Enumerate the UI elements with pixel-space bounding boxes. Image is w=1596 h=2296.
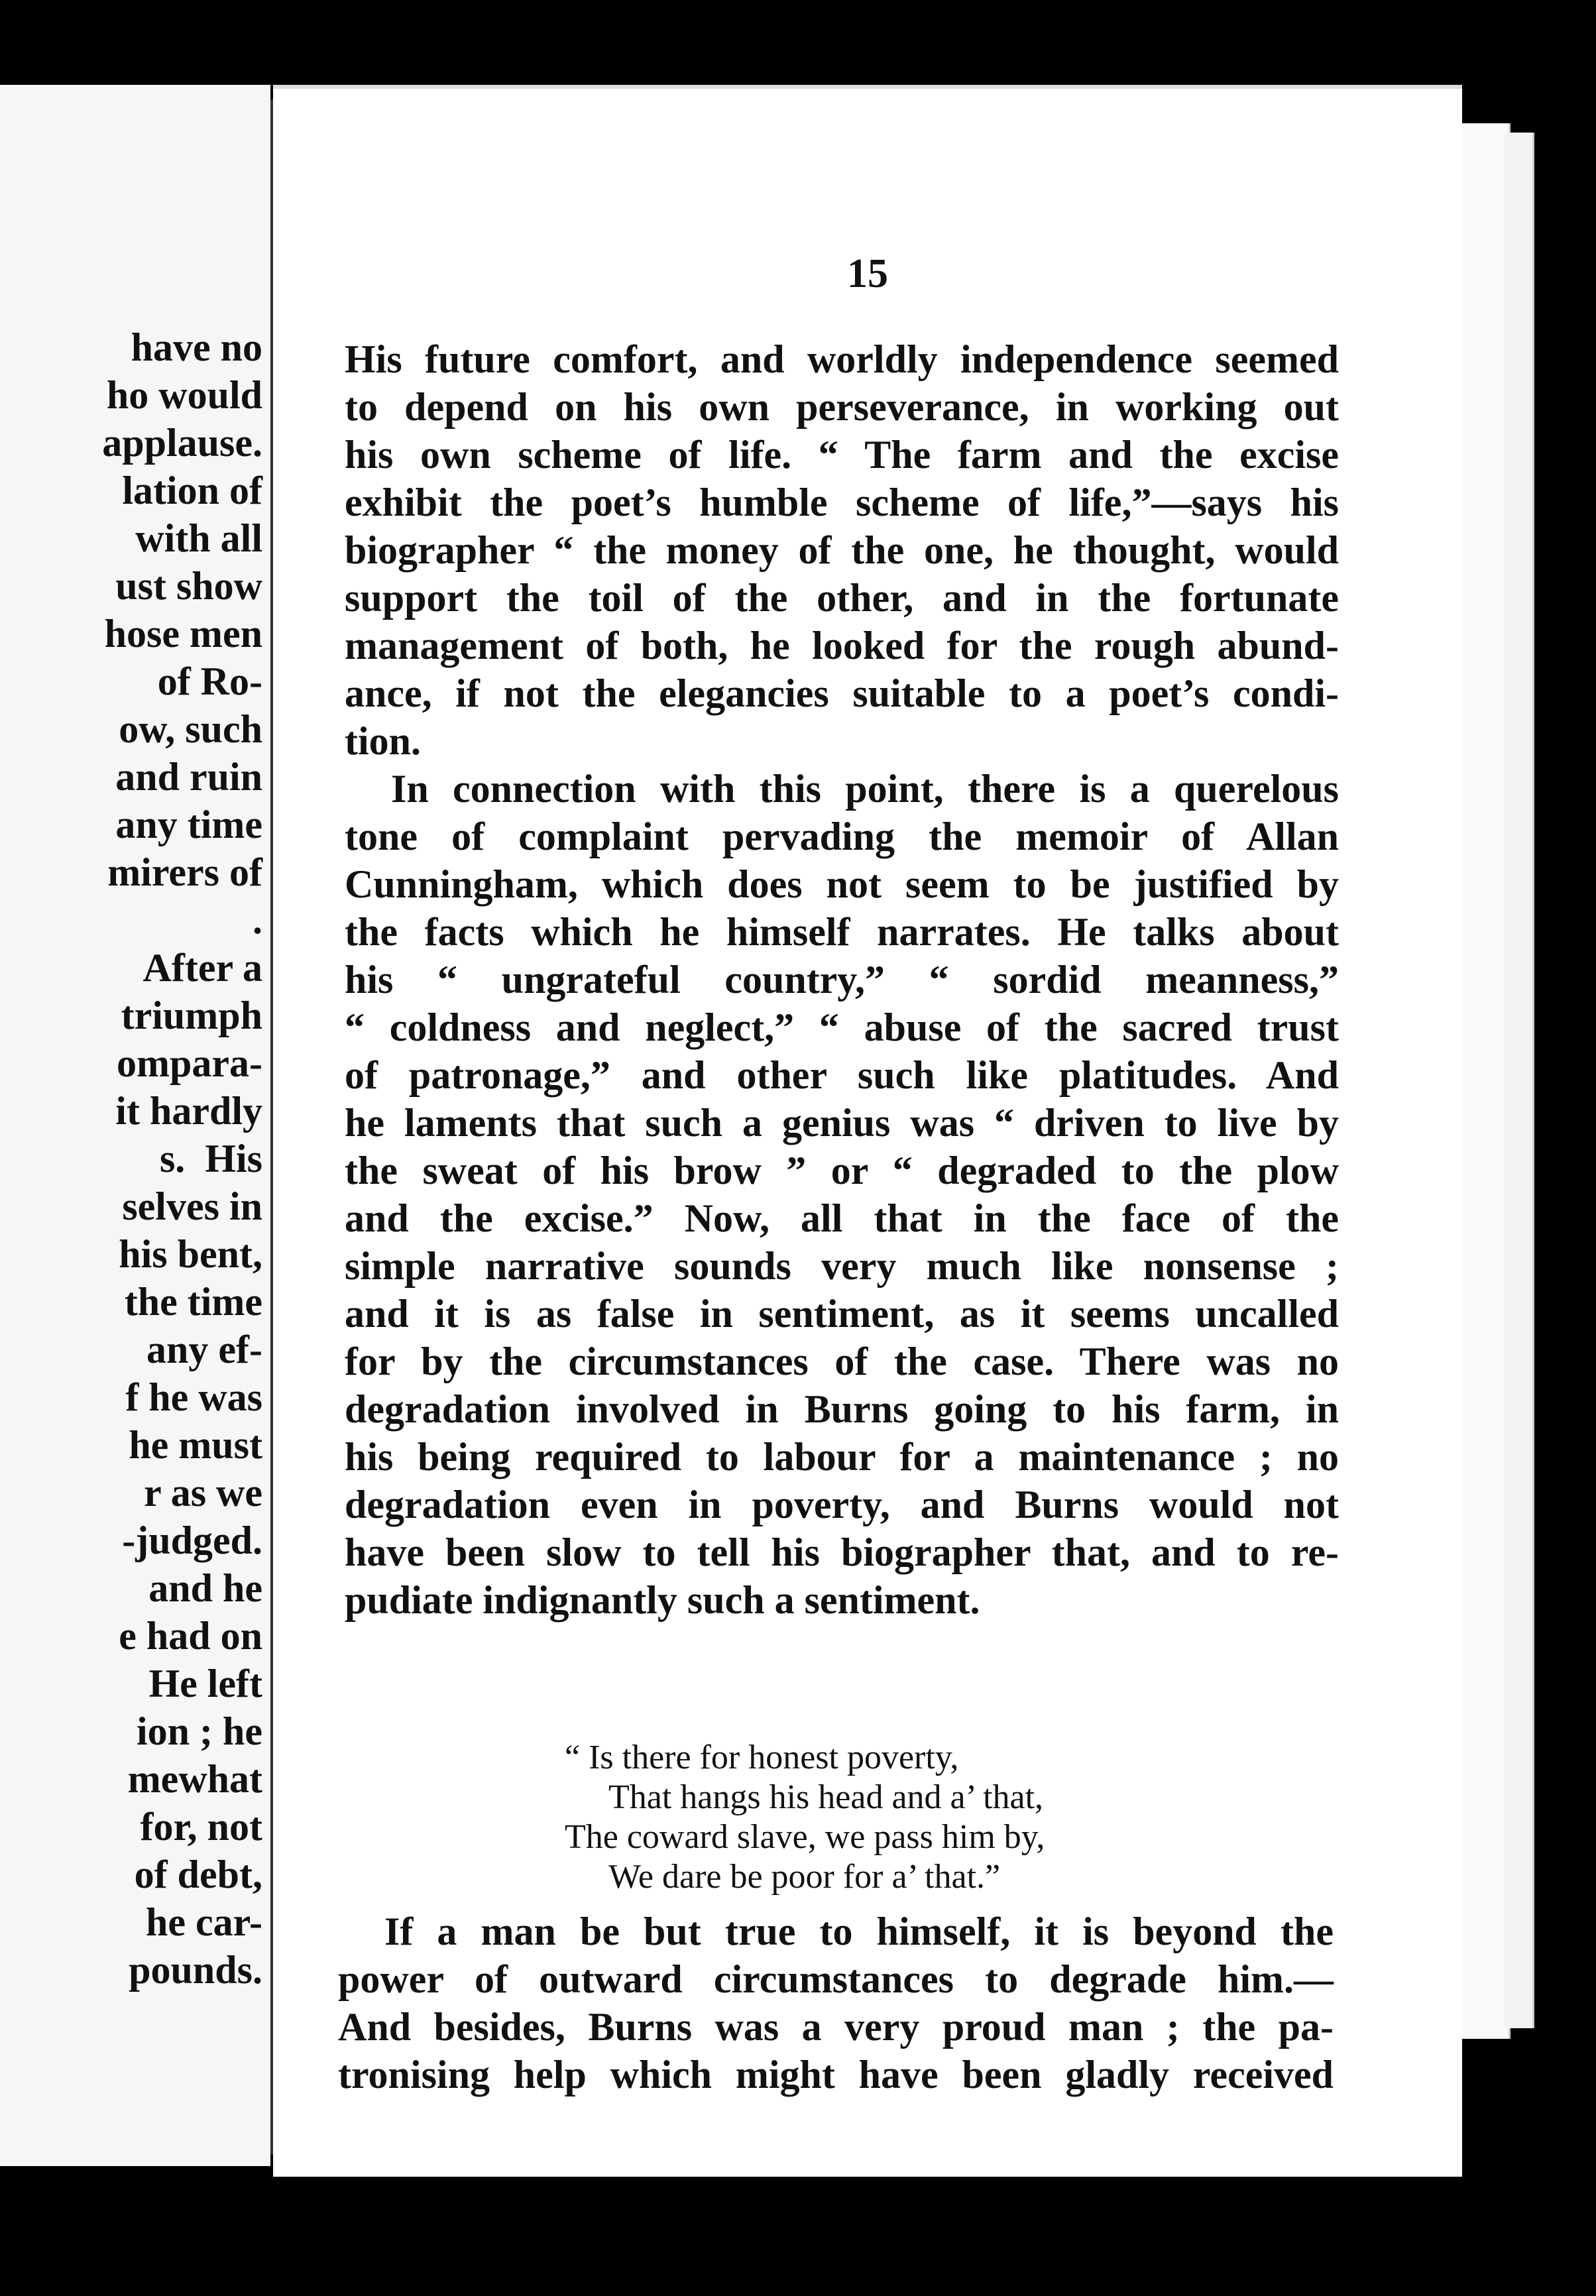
body-text [345,335,1339,1624]
left-page-line: f he was [125,1375,262,1419]
text-line: and the excise.” Now, all that in the face of the [345,1196,1339,1240]
left-page-line: After a [142,946,262,990]
left-page-line: s. His [159,1137,262,1180]
text-line: Cunningham, which does not seem to be justified by [345,862,1339,906]
text-line: support the toil of the other, and in the fortunate [345,576,1339,620]
left-page-line: applause. [102,421,262,465]
text-line: degradation involved in Burns going to his farm, in [345,1387,1339,1431]
left-page-line: He left [148,1662,262,1705]
left-page-text [102,323,262,1994]
left-page-line: for, not [140,1805,262,1849]
text-line: his “ ungrateful country,” “ sordid meanness,” [345,958,1339,1002]
left-page-line: of Ro- [157,660,262,703]
text-line: If a man be but true to himself, it is beyond the [384,1910,1334,1953]
book-page [273,85,1462,2177]
text-line: tion. [345,719,422,763]
verse-line: The coward slave, we pass him by, [565,1818,1045,1856]
page-number: 15 [847,251,888,296]
text-line: the sweat of his brow ” or “ degraded to the plow [345,1149,1339,1192]
left-page-line: pounds. [129,1948,262,1992]
left-page-line: ion ; he [136,1709,262,1753]
text-line: simple narrative sounds very much like nonsense ; [345,1244,1339,1288]
paragraph-2 [345,765,1339,1624]
left-page-line: ow, such [119,707,262,751]
text-line: he laments that such a genius was “ driven to live by [345,1101,1339,1145]
text-line: “ coldness and neglect,” “ abuse of the sacred trust [345,1005,1339,1049]
text-line: In connection with this point, there is a querelous [391,767,1339,811]
verse-line: We dare be poor for a’ that.” [608,1858,1001,1896]
text-line: His future comfort, and worldly independence seemed [345,337,1339,381]
text-line: degradation even in poverty, and Burns would not [345,1483,1339,1526]
left-page-line: and ruin [115,755,262,799]
left-page-line: the time [124,1280,262,1324]
text-line: his own scheme of life. “ The farm and the excise [345,433,1339,477]
text-line: pudiate indignantly such a sentiment. [345,1578,980,1622]
text-line: biographer “ the money of the one, he thought, would [345,528,1339,572]
verse-line: That hangs his head and a’ that, [608,1778,1044,1816]
left-page-line: with all [135,516,262,560]
text-line: power of outward circumstances to degrade him.— [338,1957,1334,2001]
left-page-line: it hardly [115,1089,262,1133]
left-page-line: mirers of [107,850,262,894]
left-page-line: and he [148,1566,262,1610]
left-page-line: ho would [106,373,262,417]
left-page-line: e had on [119,1614,262,1658]
left-page-line: of debt, [134,1853,262,1896]
text-line: exhibit the poet’s humble scheme of life,”—says his [345,481,1339,524]
left-page-line: any ef- [146,1328,262,1371]
left-page-line: his bent, [119,1232,262,1276]
left-page-line: -judged. [122,1519,262,1562]
left-page-line: ompara- [117,1041,262,1085]
verse-line: “ Is there for honest poverty, [565,1739,959,1776]
page-edge [1505,133,1534,2028]
text-line: have been slow to tell his biographer that, and to re- [345,1530,1339,1574]
left-page-line: he car- [145,1900,262,1944]
text-line: tone of complaint pervading the memoir of Allan [345,815,1339,858]
verse-quotation [565,1738,1045,1897]
left-page-line: he must [129,1423,262,1467]
left-page-line: mewhat [127,1757,262,1801]
text-line: ance, if not the elegancies suitable to a poet’s condi- [345,671,1339,715]
left-page-fragment [0,85,270,2166]
text-line: his being required to labour for a maintenance ; no [345,1435,1339,1479]
left-page-line: have no [131,325,262,369]
text-line: And besides, Burns was a very proud man ; the pa- [338,2005,1334,2049]
page-edge [1455,123,1510,2039]
text-line: management of both, he looked for the rough abund- [345,624,1339,667]
paragraph-1 [345,335,1339,765]
left-page-line: any time [115,803,262,846]
paragraph-3 [338,1908,1334,2098]
left-page-line: triumph [121,994,262,1037]
text-line: and it is as false in sentiment, as it seems uncalled [345,1292,1339,1336]
text-line: for by the circumstances of the case. There was no [345,1340,1339,1383]
left-page-line: ust show [115,564,262,608]
left-page-line: . [253,898,262,942]
text-line: of patronage,” and other such like platitudes. And [345,1053,1339,1097]
text-line: the facts which he himself narrates. He talks about [345,910,1339,954]
left-page-line: selves in [122,1184,262,1228]
left-page-line: hose men [104,612,262,656]
left-page-line: r as we [144,1471,262,1515]
text-line: to depend on his own perseverance, in working out [345,385,1339,429]
text-line: tronising help which might have been gladly received [338,2053,1334,2096]
left-page-line: lation of [122,469,262,512]
